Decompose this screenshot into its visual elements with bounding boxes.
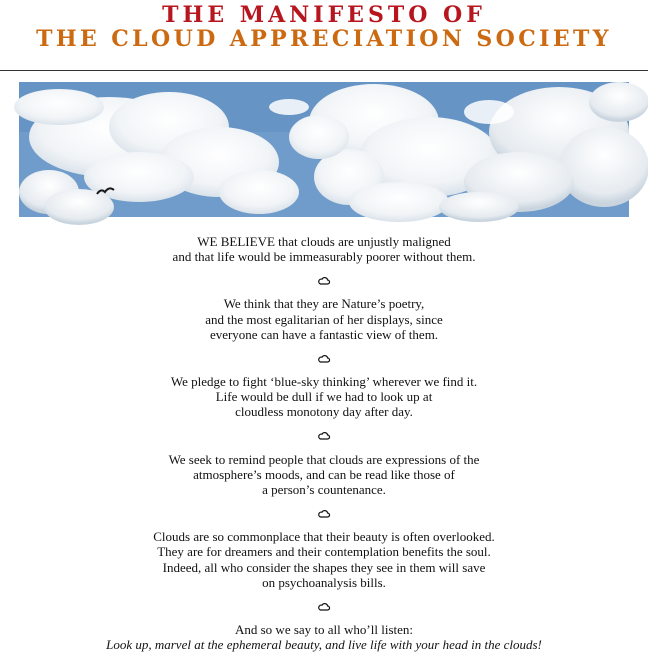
paragraph-line: and the most egalitarian of her displays, since — [205, 311, 443, 327]
manifesto-paragraph — [0, 374, 648, 420]
cloud-icon — [318, 602, 330, 611]
paragraph-line: Indeed, all who consider the shapes they see in them will save — [162, 559, 486, 575]
cloud-icon — [318, 354, 330, 363]
closing-italic-line: Look up, marvel at the ephemeral beauty, and live life with your head in the clouds! — [106, 637, 542, 652]
manifesto-paragraph — [0, 529, 648, 590]
paragraph-line: on psychoanalysis bills. — [262, 574, 386, 590]
paragraph-line: We think that they are Nature’s poetry, — [223, 296, 425, 312]
manifesto-paragraph — [0, 452, 648, 498]
cloud-divider — [0, 595, 648, 617]
manifesto-closing — [0, 622, 648, 652]
manifesto-text — [0, 234, 648, 652]
closing-line: And so we say to all who’ll listen: — [234, 622, 413, 638]
cloud-divider — [0, 425, 648, 447]
paragraph-line: Clouds are so commonplace that their beauty is often overlooked. — [153, 529, 495, 545]
manifesto-paragraph — [0, 296, 648, 342]
paragraph-line: atmosphere’s moods, and can be read like those of — [193, 466, 455, 482]
sky-with-clouds-and-bird-icon — [19, 82, 629, 217]
paragraph-line: everyone can have a fantastic view of them. — [209, 326, 439, 342]
cloud-divider — [0, 502, 648, 524]
paragraph-line: a person’s countenance. — [262, 482, 386, 498]
paragraph-line: We seek to remind people that clouds are expressions of the — [168, 451, 480, 467]
paragraph-line: and that life would be immeasurably poorer without them. — [172, 249, 476, 265]
paragraph-line: WE BELIEVE that clouds are unjustly maligned — [197, 234, 451, 249]
title-line-1: THE MANIFESTO OF — [162, 2, 486, 28]
title-line-2: THE CLOUD APPRECIATION SOCIETY — [36, 26, 612, 52]
manifesto-paragraph — [0, 234, 648, 264]
cloud-divider — [0, 347, 648, 369]
sky-banner-image — [19, 82, 629, 217]
cloud-icon — [318, 276, 330, 285]
cloud-divider — [0, 269, 648, 291]
paragraph-line: Life would be dull if we had to look up at — [215, 389, 433, 405]
header-divider — [0, 70, 648, 71]
paragraph-line: cloudless monotony day after day. — [235, 404, 413, 420]
paragraph-line: They are for dreamers and their contemplation benefits the soul. — [157, 544, 491, 560]
cloud-icon — [318, 509, 330, 518]
paragraph-line: We pledge to fight ‘blue-sky thinking’ wherever we find it. — [170, 374, 478, 390]
cloud-icon — [318, 431, 330, 440]
